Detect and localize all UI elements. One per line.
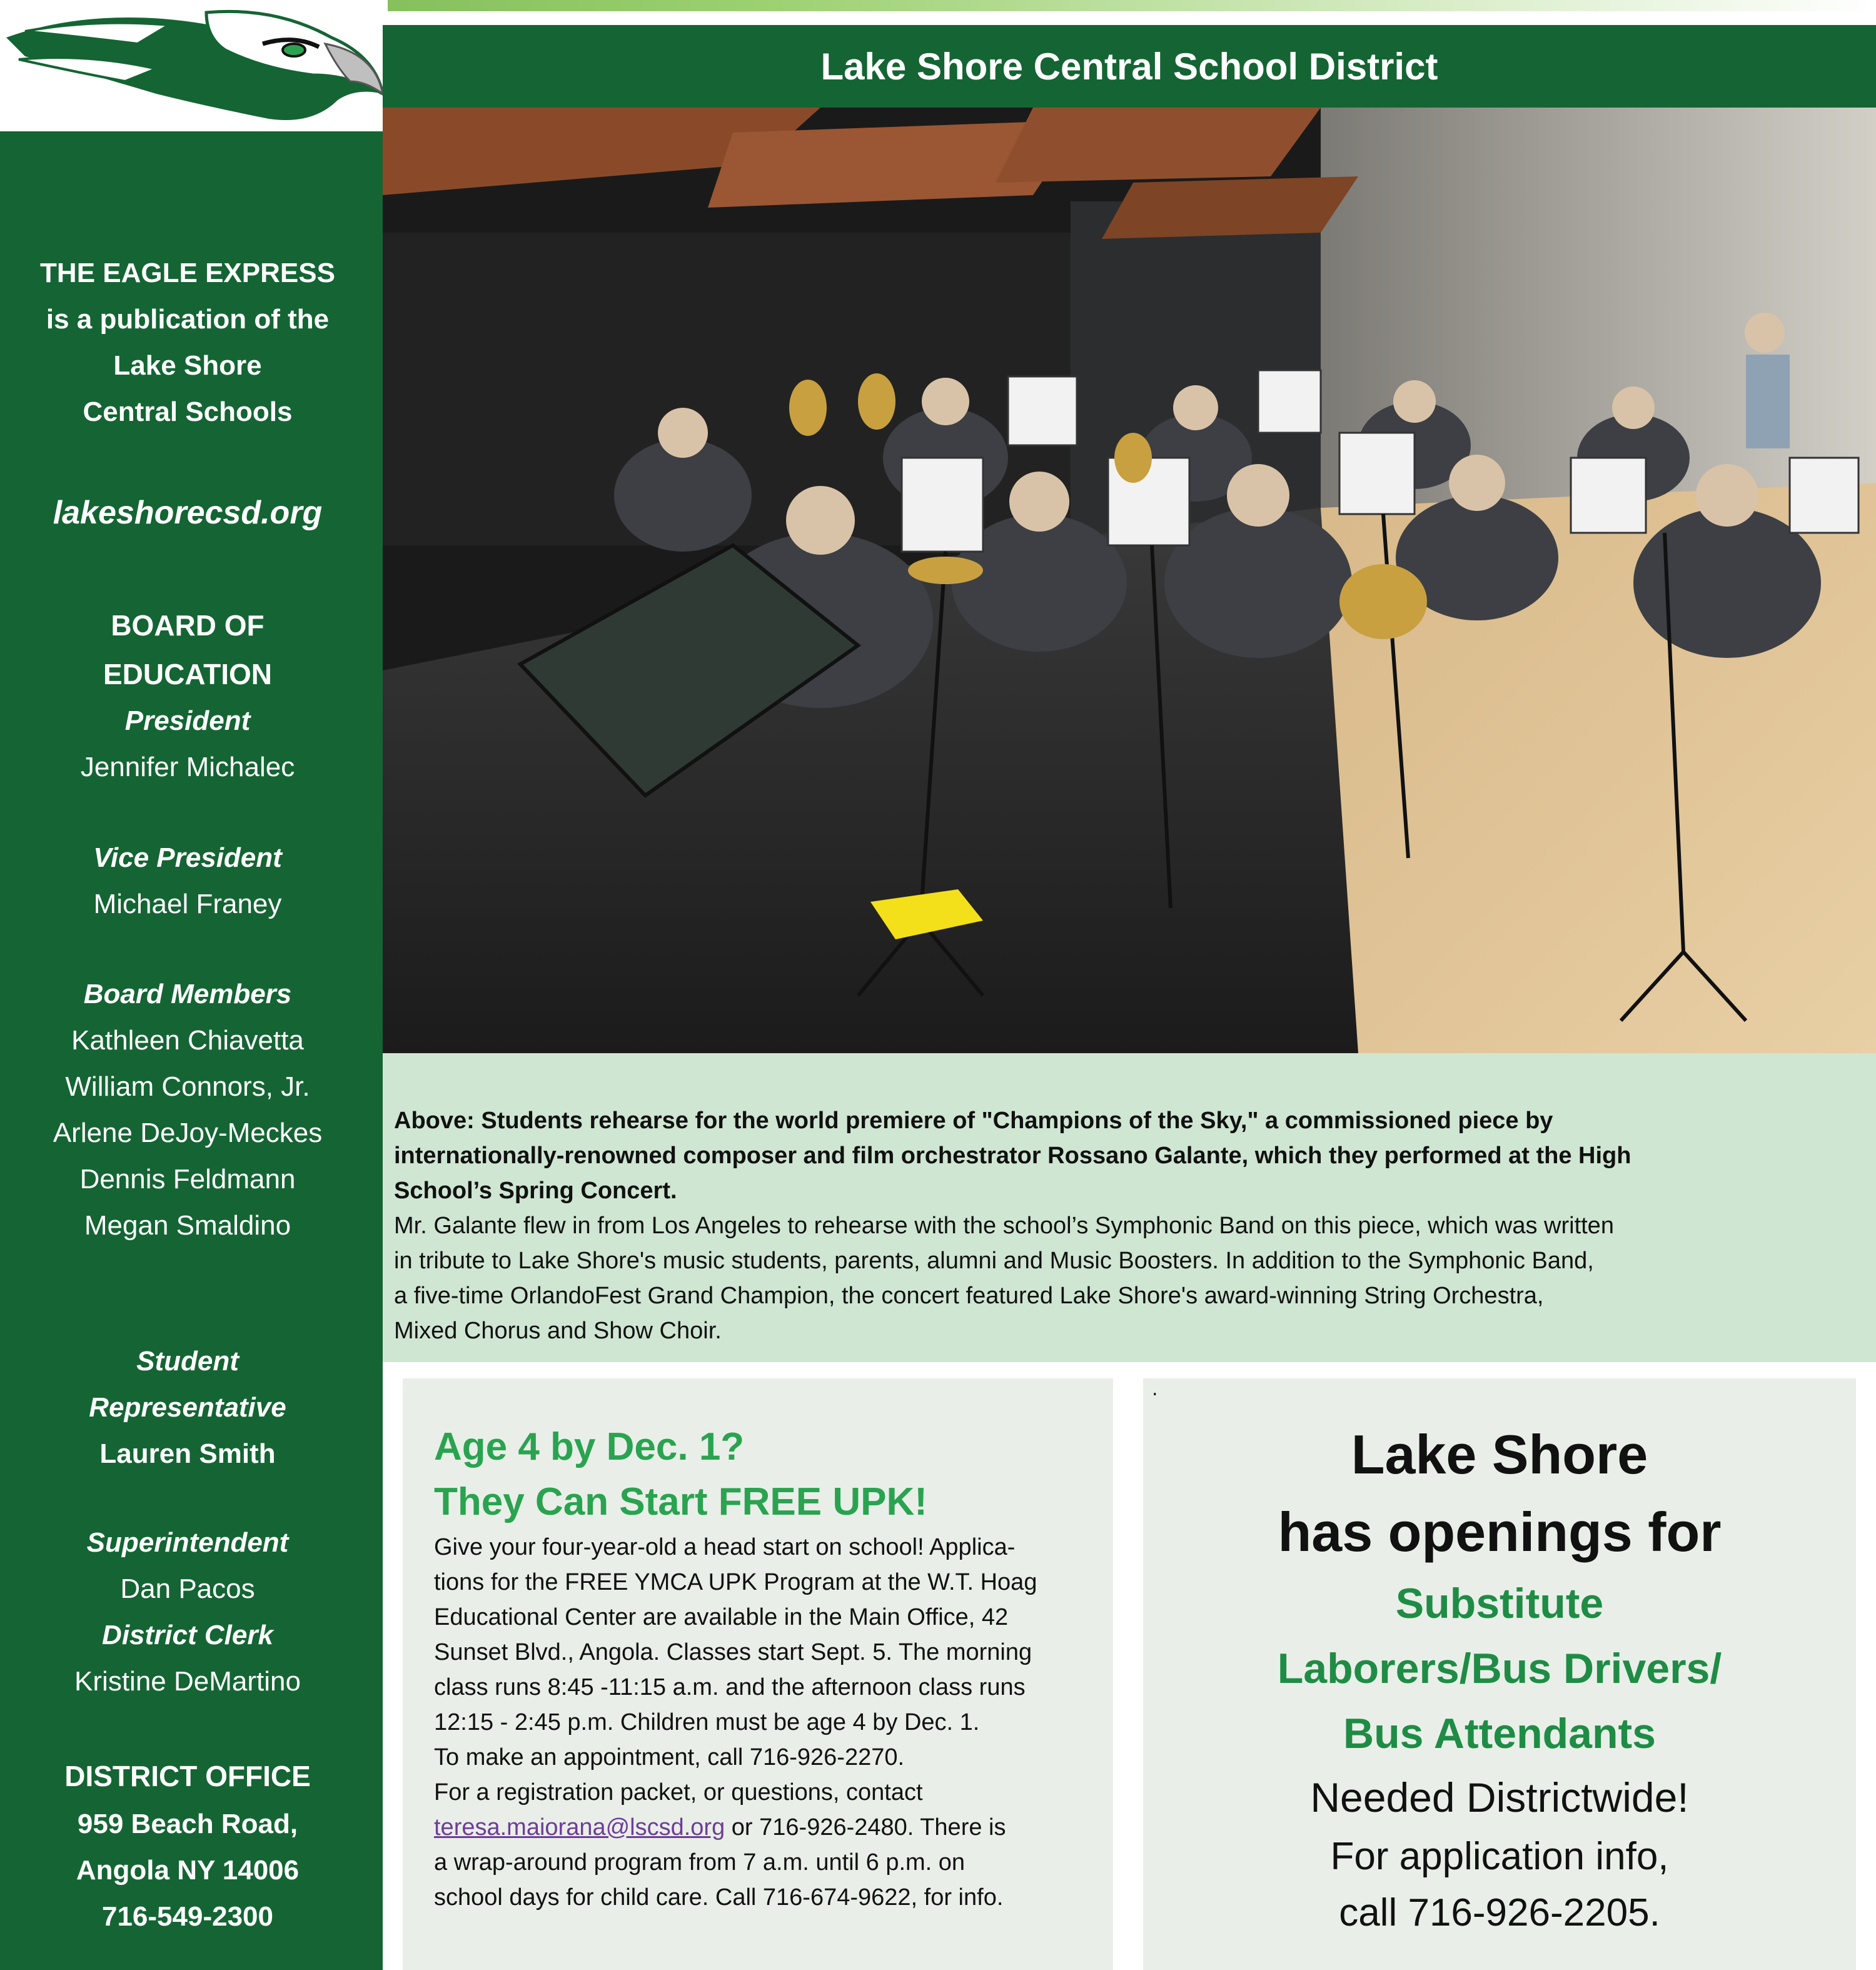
district-office-block (0, 1751, 375, 1940)
photo-caption (383, 1053, 1876, 1362)
upk-line: Sunset Blvd., Angola. Classes start Sept. 5. The morning (434, 1639, 1032, 1665)
job-openings-article (1143, 1378, 1856, 1970)
office-heading: DISTRICT OFFICE (64, 1760, 311, 1792)
student-rep-block (0, 1338, 375, 1477)
caption-body-line: Mixed Chorus and Show Choir. (394, 1318, 722, 1344)
caption-bold-line: Above: Students rehearse for the world premiere of "Champions of the Sky," a commissioned piece by (394, 1108, 1553, 1134)
rehearsal-scene-illustration (383, 108, 1876, 1053)
student-label: Representative (89, 1392, 286, 1423)
student-name: Lauren Smith (99, 1438, 276, 1469)
superintendent-label: Superintendent (86, 1527, 289, 1558)
office-line: Angola NY 14006 (76, 1855, 300, 1886)
jobs-position: Substitute (1395, 1580, 1604, 1627)
page-header (383, 25, 1876, 108)
upk-line: school days for child care. Call 716-674-9622, for info. (434, 1884, 1004, 1911)
upk-body (434, 1530, 1097, 1915)
board-heading: EDUCATION (103, 658, 273, 690)
logo-area (0, 0, 388, 131)
board-member: Dennis Feldmann (79, 1164, 296, 1195)
upk-heading: They Can Start FREE UPK! (434, 1480, 927, 1523)
board-member: Kathleen Chiavetta (71, 1025, 304, 1056)
upk-article (403, 1378, 1113, 1970)
jobs-content (1143, 1416, 1856, 1941)
upk-line: Give your four-year-old a head start on school! Applica- (434, 1534, 1016, 1560)
board-members-block (0, 971, 375, 1249)
publication-line: is a publication of the (46, 304, 330, 335)
board-block (0, 600, 375, 791)
superintendent-name: Dan Pacos (120, 1573, 255, 1604)
upk-heading: Age 4 by Dec. 1? (434, 1425, 745, 1468)
jobs-line: Lake Shore (1351, 1423, 1648, 1485)
vice-president-block (0, 835, 375, 927)
board-member: Megan Smaldino (84, 1210, 291, 1241)
president-name: Jennifer Michalec (80, 752, 295, 782)
jobs-position: Bus Attendants (1343, 1710, 1656, 1757)
jobs-info: For application info, (1330, 1835, 1669, 1878)
clerk-label: District Clerk (102, 1620, 273, 1650)
vice-president-name: Michael Franey (93, 889, 282, 919)
jobs-line: has openings for (1278, 1501, 1722, 1563)
band-rehearsal-photo (383, 108, 1876, 1053)
publication-line: Central Schools (83, 397, 293, 427)
stray-dot: . (1152, 1378, 1158, 1400)
board-heading: BOARD OF (111, 609, 265, 642)
clerk-name: Kristine DeMartino (74, 1666, 301, 1697)
caption-text (394, 1103, 1832, 1348)
upk-line: To make an appointment, call 716-926-2270. (434, 1744, 905, 1770)
upk-after-email: or 716-926-2480. There is (725, 1814, 1006, 1841)
president-label: President (124, 705, 251, 736)
upk-line: a wrap-around program from 7 a.m. until 6 p.m. on (434, 1849, 966, 1876)
student-label: Student (136, 1346, 239, 1376)
jobs-info: call 716-926-2205. (1339, 1891, 1660, 1934)
caption-bold-line: School’s Spring Concert. (394, 1178, 677, 1204)
caption-body-line: a five-time OrlandoFest Grand Champion, the concert featured Lake Shore's award-winning String Orchestra, (394, 1283, 1544, 1309)
caption-body-line: Mr. Galante flew in from Los Angeles to rehearse with the school’s Symphonic Band on this piece, which was written (394, 1213, 1614, 1239)
superintendent-block (0, 1520, 375, 1705)
board-members-label: Board Members (83, 979, 292, 1009)
vice-president-label: Vice President (93, 842, 282, 873)
upk-line: Educational Center are available in the Main Office, 42 (434, 1604, 1009, 1630)
publication-block (0, 250, 375, 435)
upk-line: 12:15 - 2:45 p.m. Children must be age 4 by Dec. 1. (434, 1709, 980, 1735)
caption-bold-line: internationally-renowned composer and film orchestrator Rossano Galante, which they performed at the High (394, 1143, 1631, 1169)
publication-line: Lake Shore (113, 350, 262, 381)
upk-content (434, 1420, 1097, 1915)
publication-title: THE EAGLE EXPRESS (40, 258, 335, 288)
upk-email-line (434, 1810, 1097, 1845)
upk-line: tions for the FREE YMCA UPK Program at the W.T. Hoag (434, 1569, 1037, 1595)
website-link[interactable]: lakeshorecsd.org (53, 495, 323, 531)
caption-body-line: in tribute to Lake Shore's music students, parents, alumni and Music Boosters. In addition to the Symphonic Band, (394, 1248, 1594, 1274)
upk-email-link[interactable]: teresa.maiorana@lscsd.org (434, 1814, 725, 1841)
district-title: Lake Shore Central School District (820, 45, 1438, 88)
board-member: William Connors, Jr. (65, 1071, 310, 1102)
jobs-needed: Needed Districtwide! (1310, 1774, 1689, 1821)
upk-line: class runs 8:45 -11:15 a.m. and the afternoon class runs (434, 1674, 1026, 1700)
office-line: 716-549-2300 (101, 1901, 273, 1932)
upk-line: For a registration packet, or questions, contact (434, 1779, 923, 1806)
eagle-logo-icon (0, 0, 388, 131)
jobs-position: Laborers/Bus Drivers/ (1277, 1645, 1722, 1692)
board-member: Arlene DeJoy-Meckes (53, 1118, 323, 1148)
website-block (0, 488, 375, 538)
office-line: 959 Beach Road, (77, 1809, 298, 1839)
